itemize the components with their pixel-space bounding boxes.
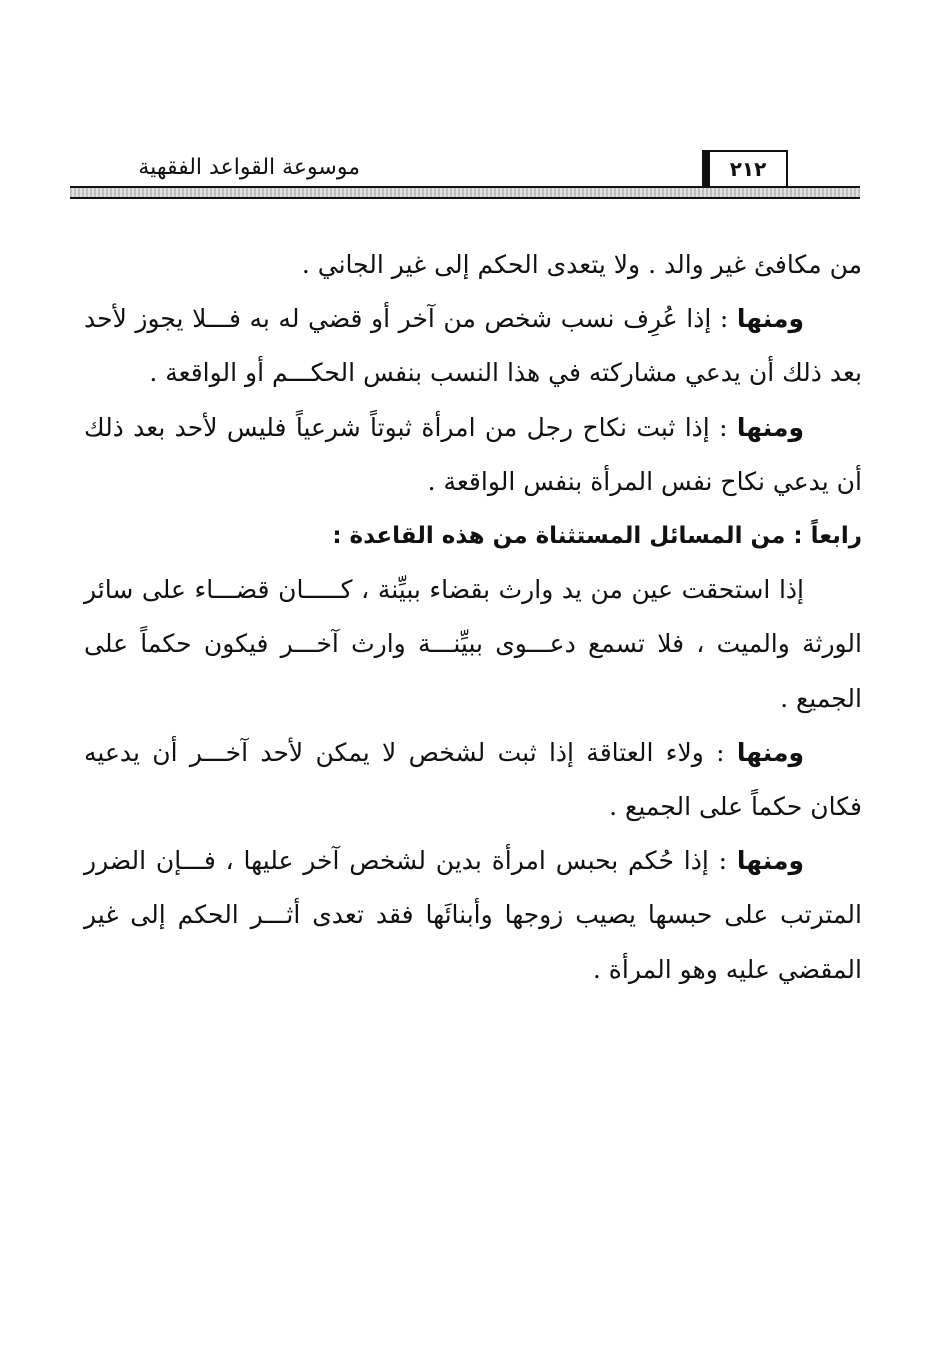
paragraph-6 — [84, 834, 862, 997]
paragraph-2 — [84, 292, 862, 400]
paragraph-text: : ولاء العتاقة إذا ثبت لشخص لا يمكن لأحد آخـــر أن يدعيه فكان حكماً على الجميع . — [84, 737, 862, 822]
paragraph-text: : إذا حُكم بحبس امرأة بدين لشخص آخر عليها ، فـــإن الضرر المترتب على حبسها يصيب زوجها وأبنائَها فقد تعدى أثـــر الحكم إلى غير المقضي عليه وهو المرأة . — [84, 846, 862, 984]
paragraph-1: من مكافئ غير والد . ولا يتعدى الحكم إلى غير الجاني . — [301, 250, 862, 279]
header-rule — [70, 186, 860, 199]
section-heading: رابعاً : من المسائل المستثناة من هذه القاعدة : — [332, 523, 862, 550]
page-body — [84, 238, 862, 997]
paragraph-text: : إذا عُرِف نسب شخص من آخر أو قضي له به فـــلا يجوز لأحد بعد ذلك أن يدعي مشاركته في هذا النسب بنفس الحكـــم أو الواقعة . — [84, 304, 862, 388]
paragraph-lead: ومنها — [736, 304, 804, 334]
page-number: ٢١٢ — [702, 150, 788, 186]
paragraph-3 — [84, 401, 862, 509]
page-header — [70, 150, 860, 198]
paragraph-lead: ومنها — [736, 846, 804, 876]
paragraph-4: إذا استحقت عين من يد وارث بقضاء ببيِّنة ، كـــــان قضـــاء على سائر الورثة والميت ، فلا تسمع دعـــوى ببيِّنـــة وارث آخـــر فيكون حكماً على الجميع . — [84, 575, 862, 713]
paragraph-5 — [84, 726, 862, 834]
paragraph-lead: ومنها — [736, 412, 804, 442]
running-title: موسوعة القواعد الفقهية — [138, 155, 360, 180]
paragraph-lead: ومنها — [736, 737, 804, 767]
paragraph-text: : إذا ثبت نكاح رجل من امرأة ثبوتاً شرعياً فليس لأحد بعد ذلك أن يدعي نكاح نفس المرأة بنفس الواقعة . — [84, 412, 862, 496]
